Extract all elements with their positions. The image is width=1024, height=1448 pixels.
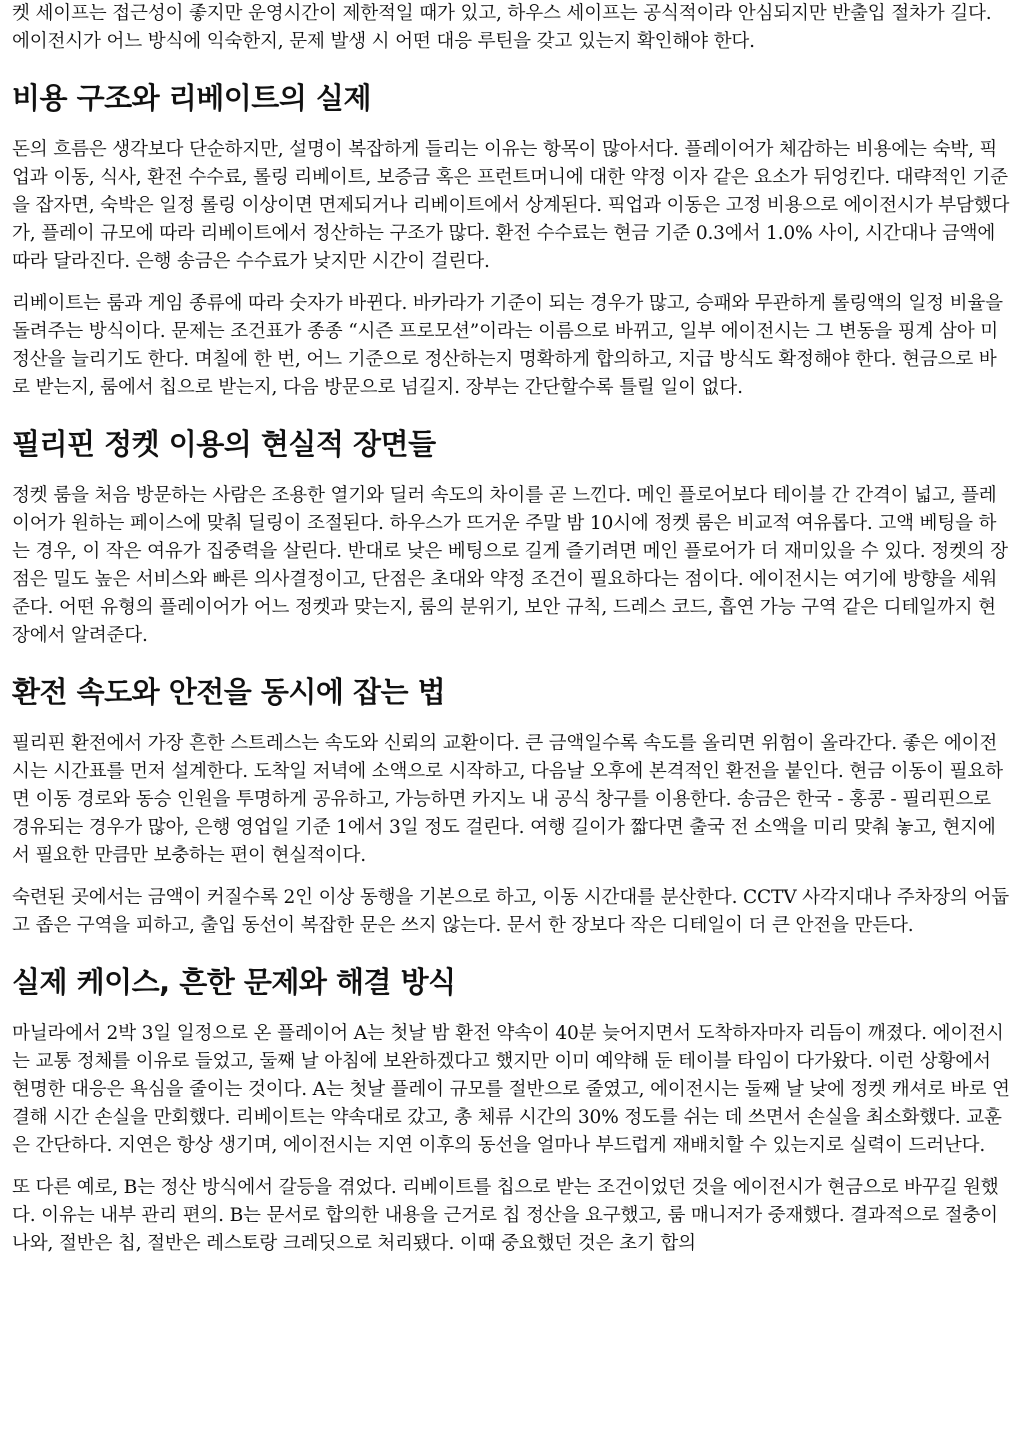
cost-structure-paragraph-2: 리베이트는 룸과 게임 종류에 따라 숫자가 바뀐다. 바카라가 기준이 되는 경우가 많고, 승패와 무관하게 롤링액의 일정 비율을 돌려주는 방식이다. 문제는 조건표가 종종 “시즌 프로모션”이라는 이름으로 바뀌고, 일부 에이전시는 그 변동을 핑계 삼아 미정산을 늘리기도 한다. 며칠에 한 번, 어느 기준으로 정산하는지 명확하게 합의하고, 지급 방식도 확정해야 한다. 현금으로 바로 받는지, 룸에서 칩으로 받는지, 다음 방문으로 넘길지. 장부는 간단할수록 틀릴 일이 없다. bbox=[12, 293, 1003, 398]
real-cases-paragraph-2: 또 다른 예로, B는 정산 방식에서 갈등을 겪었다. 리베이트를 칩으로 받는 조건이었던 것을 에이전시가 현금으로 바꾸길 원했다. 이유는 내부 관리 편의. B는 문서로 합의한 내용을 근거로 칩 정산을 요구했고, 룸 매니저가 중재했다. 결과적으로 절충이 나와, 절반은 칩, 절반은 레스토랑 크레딧으로 처리됐다. 이때 중요했던 것은 초기 합의 bbox=[12, 1177, 999, 1254]
article bbox=[12, 0, 1012, 1258]
section-heading-exchange-safety: 환전 속도와 안전을 동시에 잡는 법 bbox=[12, 675, 446, 709]
exchange-safety-paragraph-1: 필리핀 환전에서 가장 흔한 스트레스는 속도와 신뢰의 교환이다. 큰 금액일수록 속도를 올리면 위험이 올라간다. 좋은 에이전시는 시간표를 먼저 설계한다. 도착일 저녁에 소액으로 시작하고, 다음날 오후에 본격적인 환전을 붙인다. 현금 이동이 필요하면 이동 경로와 동승 인원을 투명하게 공유하고, 가능하면 카지노 내 공식 창구를 이용한다. 송금은 한국 - 홍콩 - 필리핀으로 경유되는 경우가 많아, 은행 영업일 기준 1에서 3일 정도 걸린다. 여행 길이가 짧다면 출국 전 소액을 미리 맞춰 놓고, 현지에서 필요한 만큼만 보충하는 편이 현실적이다. bbox=[12, 733, 1003, 866]
section-heading-cost-structure: 비용 구조와 리베이트의 실제 bbox=[12, 81, 371, 115]
cost-structure-paragraph-1: 돈의 흐름은 생각보다 단순하지만, 설명이 복잡하게 들리는 이유는 항목이 많아서다. 플레이어가 체감하는 비용에는 숙박, 픽업과 이동, 식사, 환전 수수료, 롤링 리베이트, 보증금 혹은 프런트머니에 대한 약정 이자 같은 요소가 뒤엉킨다. 대략적인 기준을 잡자면, 숙박은 일정 롤링 이상이면 면제되거나 리베이트에서 상계된다. 픽업과 이동은 고정 비용으로 에이전시가 부담했다가, 플레이 규모에 따라 리베이트에서 정산하는 구조가 많다. 환전 수수료는 현금 기준 0.3에서 1.0% 사이, 시간대나 금액에 따라 달라진다. 은행 송금은 수수료가 낮지만 시간이 걸린다. bbox=[12, 139, 1010, 272]
section-heading-junket-scenes: 필리핀 정켓 이용의 현실적 장면들 bbox=[12, 427, 436, 461]
section-heading-real-cases: 실제 케이스, 흔한 문제와 해결 방식 bbox=[12, 965, 456, 999]
intro-paragraph: 켓 세이프는 접근성이 좋지만 운영시간이 제한적일 때가 있고, 하우스 세이프는 공식적이라 안심되지만 반출입 절차가 길다. 에이전시가 어느 방식에 익숙한지, 문제 발생 시 어떤 대응 루틴을 갖고 있는지 확인해야 한다. bbox=[12, 3, 992, 52]
junket-scenes-paragraph-1: 정켓 룸을 처음 방문하는 사람은 조용한 열기와 딜러 속도의 차이를 곧 느낀다. 메인 플로어보다 테이블 간 간격이 넓고, 플레이어가 원하는 페이스에 맞춰 딜링이 조절된다. 하우스가 뜨거운 주말 밤 10시에 정켓 룸은 비교적 여유롭다. 고액 베팅을 하는 경우, 이 작은 여유가 집중력을 살린다. 반대로 낮은 베팅으로 길게 즐기려면 메인 플로어가 더 재미있을 수 있다. 정켓의 장점은 밀도 높은 서비스와 빠른 의사결정이고, 단점은 초대와 약정 조건이 필요하다는 점이다. 에이전시는 여기에 방향을 세워준다. 어떤 유형의 플레이어가 어느 정켓과 맞는지, 룸의 분위기, 보안 규칙, 드레스 코드, 흡연 가능 구역 같은 디테일까지 현장에서 알려준다. bbox=[12, 485, 1008, 646]
real-cases-paragraph-1: 마닐라에서 2박 3일 일정으로 온 플레이어 A는 첫날 밤 환전 약속이 40분 늦어지면서 도착하자마자 리듬이 깨졌다. 에이전시는 교통 정체를 이유로 들었고, 둘째 날 아침에 보완하겠다고 했지만 이미 예약해 둔 테이블 타임이 다가왔다. 이런 상황에서 현명한 대응은 욕심을 줄이는 것이다. A는 첫날 플레이 규모를 절반으로 줄였고, 에이전시는 둘째 날 낮에 정켓 캐셔로 바로 연결해 시간 손실을 만회했다. 리베이트는 약속대로 갔고, 총 체류 시간의 30% 정도를 쉬는 데 쓰면서 손실을 최소화했다. 교훈은 간단하다. 지연은 항상 생기며, 에이전시는 지연 이후의 동선을 얼마나 부드럽게 재배치할 수 있는지로 실력이 드러난다. bbox=[12, 1023, 1010, 1156]
exchange-safety-paragraph-2: 숙련된 곳에서는 금액이 커질수록 2인 이상 동행을 기본으로 하고, 이동 시간대를 분산한다. CCTV 사각지대나 주차장의 어둡고 좁은 구역을 피하고, 출입 동선이 복잡한 문은 쓰지 않는다. 문서 한 장보다 작은 디테일이 더 큰 안전을 만든다. bbox=[12, 887, 1009, 936]
